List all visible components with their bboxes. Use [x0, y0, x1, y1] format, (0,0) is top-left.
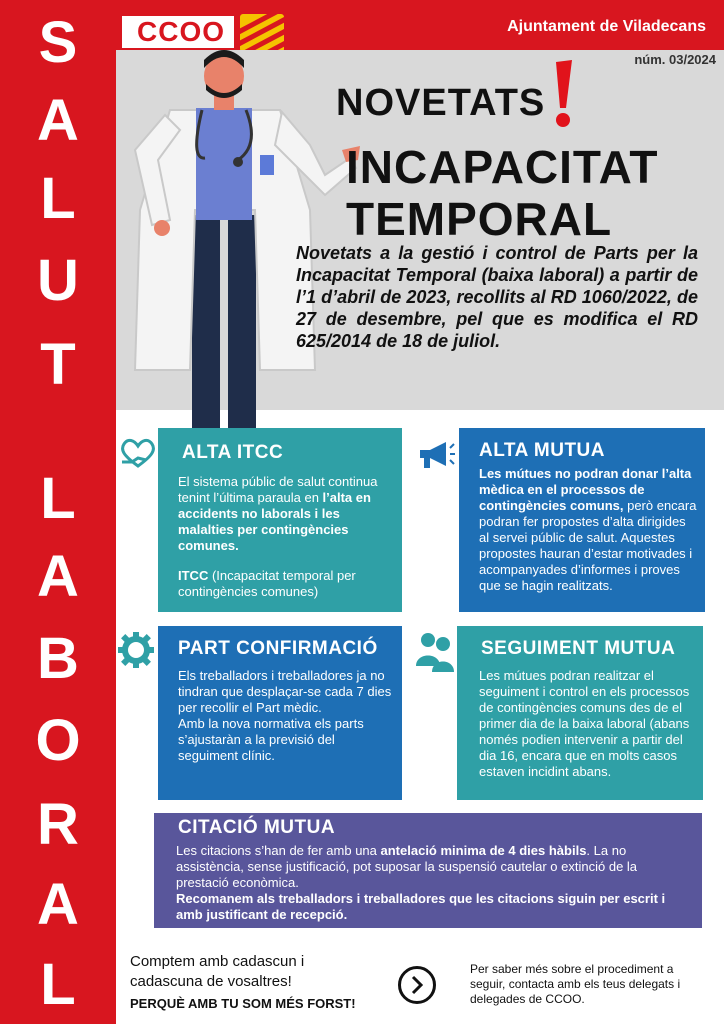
card-alta-itcc: [158, 428, 402, 612]
card-text: Les mútues podran realitzar el seguiment i control en els processos de contingències comuns des de el primer dia de la baixa laboral (abans només podien intervenir a partir del dia 16, encara que en molts casos estaven incidint abans.: [479, 668, 690, 779]
logo-text: CCOO: [137, 16, 225, 47]
side-letter: L: [40, 466, 76, 531]
side-letter: L: [40, 166, 76, 231]
users-icon: [414, 630, 456, 674]
card-text: El sistema públic de salut continua tenint l’última paraula en l’alta en accidents no laborals i les malalties per contingències comunes.: [178, 474, 378, 553]
hero-kicker: NOVETATS: [336, 82, 546, 124]
next-arrow-button[interactable]: [398, 966, 436, 1004]
side-letter: T: [40, 332, 76, 397]
side-letter: U: [37, 248, 79, 313]
card-title: PART CONFIRMACIÓ: [178, 638, 378, 659]
card-text: Els treballadors i treballadores ja no tindran que desplaçar-se cada 7 dies per recollir el Part mèdic.: [178, 668, 392, 715]
footer-slogan: PERQUÈ AMB TU SOM MÉS FORST!: [130, 996, 356, 1011]
card-title: ALTA ITCC: [182, 442, 284, 463]
side-letter: B: [37, 626, 79, 691]
megaphone-icon: [416, 438, 456, 472]
side-letter: L: [40, 952, 76, 1017]
footer-contact: Per saber més sobre el procediment a seguir, contacta amb els teus delegats i delegades de CCOO.: [470, 962, 681, 1006]
gear-icon: [116, 630, 156, 670]
card-text: Les citacions s’han de fer amb una antelació minima de 4 dies hàbils. La no assistència, sense justificació, pot suposar la suspensió cautelar o extinció de la prestació econòmica.: [176, 843, 638, 890]
card-recommendation: Recomanem als treballadors i treballadores que les citacions siguin per escrit i amb justificant de recepció.: [176, 891, 666, 922]
heart-hand-icon: [118, 436, 158, 472]
senyera-flag-icon: [240, 14, 284, 52]
card-seguiment-mutua: [457, 626, 703, 800]
card-text: Les mútues no podran donar l’alta mèdica en el processos de contingències comuns, però encara podran fer propostes d’alta dirigides al servei públic de salut. Aquestes propostes hauran d’estar motivades i acompanyades d’informes i proves que se hagin realitzats.: [479, 466, 697, 593]
issue-number: núm. 03/2024: [634, 52, 716, 67]
card-alta-mutua: [459, 428, 705, 612]
hero-title-line2: TEMPORAL: [346, 193, 613, 245]
side-letter: A: [37, 544, 79, 609]
side-letter: A: [37, 88, 79, 153]
card-citacio-mutua: [154, 813, 702, 928]
card-part-confirmacio: [158, 626, 402, 800]
card-title: SEGUIMENT MUTUA: [481, 638, 676, 659]
side-letter: S: [38, 10, 78, 75]
logo-box: [122, 16, 234, 48]
footer-message: Comptem amb cadascun i cadascuna de vosaltres!: [130, 953, 305, 990]
chevron-right-icon: [401, 969, 433, 1001]
card-title: ALTA MUTUA: [479, 440, 606, 461]
ccoo-logo: [116, 6, 292, 50]
hero-title-line1: INCAPACITAT: [346, 141, 659, 193]
exclamation-icon: [548, 58, 578, 130]
hero-intro: Novetats a la gestió i control de Parts per la Incapacitat Temporal (baixa laboral) a partir de l’1 d’abril de 2023, recollits al RD 1060/2022, de 27 de desembre, pel que es modifica el RD 625/2014 de 18 de juliol.: [296, 243, 698, 351]
side-title: [0, 0, 116, 1024]
side-letter: R: [37, 792, 79, 857]
card-note: ITCC (Incapacitat temporal per contingències comunes): [178, 568, 356, 599]
card-title: CITACIÓ MUTUA: [178, 817, 336, 838]
card-text: Amb la nova normativa els parts s’ajustaràn a la previsió del seguiment clínic.: [178, 716, 364, 763]
side-letter: O: [35, 708, 81, 773]
side-letter: A: [37, 872, 79, 937]
organization-name: Ajuntament de Viladecans: [507, 18, 706, 35]
